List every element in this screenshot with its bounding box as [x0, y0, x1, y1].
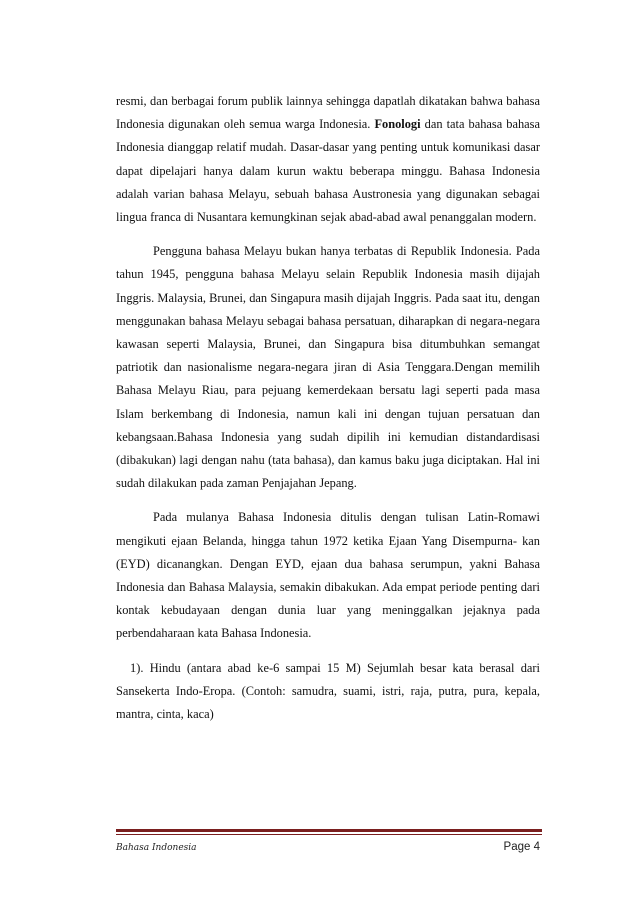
paragraph-1-text-a: resmi, dan berbagai forum publik lainnya sehingga dapatlah dikatakan bahwa bahasa Indonesia digunakan oleh semua warga Indonesia.	[116, 94, 540, 132]
paragraph-1	[116, 90, 540, 229]
page-number: Page 4	[503, 841, 540, 853]
paragraph-1-text-b: dan tata bahasa bahasa Indonesia dianggap relatif mudah. Dasar-dasar yang penting untuk komunikasi dasar dapat dipelajari hanya dalam kurun waktu beberapa minggu. Bahasa Indonesia adalah varian bahasa Melayu, sebuah bahasa Austronesia yang digunakan sebagai lingua franca di Nusantara kemungkinan sejak abad-abad awal penanggalan modern.	[116, 117, 541, 225]
document-body	[116, 90, 540, 737]
footer-rule-thick	[116, 829, 542, 832]
footer-rule-thin	[116, 834, 542, 835]
list-item-1: 1). Hindu (antara abad ke-6 sampai 15 M) Sejumlah besar kata berasal dari Sansekerta Indo-Eropa. (Contoh: samudra, suami, istri, raja, putra, pura, kepala, mantra, cinta, kaca)	[116, 660, 540, 722]
bold-term-fonologi: Fonologi	[374, 117, 421, 132]
footer-document-title: Bahasa Indonesia	[116, 843, 197, 853]
paragraph-3: Pada mulanya Bahasa Indonesia ditulis dengan tulisan Latin-Romawi mengikuti ejaan Belanda, hingga tahun 1972 ketika Ejaan Yang Disempurna- kan (EYD) dicanangkan. Dengan EYD, ejaan dua bahasa serumpun, yakni Bahasa Indonesia dan Bahasa Malaysia, semakin dibakukan. Ada empat periode penting dari kontak kebudayaan dengan dunia luar yang meninggalkan jejaknya pada perbendaharaan kata Bahasa Indonesia.	[116, 510, 540, 641]
paragraph-2: Pengguna bahasa Melayu bukan hanya terbatas di Republik Indonesia. Pada tahun 1945, pengguna bahasa Melayu selain Republik Indonesia masih dijajah Inggris. Malaysia, Brunei, dan Singapura masih dijajah Inggris. Pada saat itu, dengan menggunakan bahasa Melayu sebagai bahasa persatuan, diharapkan di negara-negara kawasan seperti Malaysia, Brunei, dan Singapura bisa ditumbuhkan semangat patriotik dan nasionalisme negara-negara jiran di Asia Tenggara.Dengan memilih Bahasa Melayu Riau, para pejuang kemerdekaan bersatu lagi seperti pada masa Islam berkembang di Indonesia, namun kali ini dengan tujuan persatuan dan kebangsaan.Bahasa Indonesia yang sudah dipilih ini kemudian distandardisasi (dibakukan) lagi dengan nahu (tata bahasa), dan kamus baku juga diciptakan. Hal ini sudah dilakukan pada zaman Penjajahan Jepang.	[116, 244, 540, 491]
